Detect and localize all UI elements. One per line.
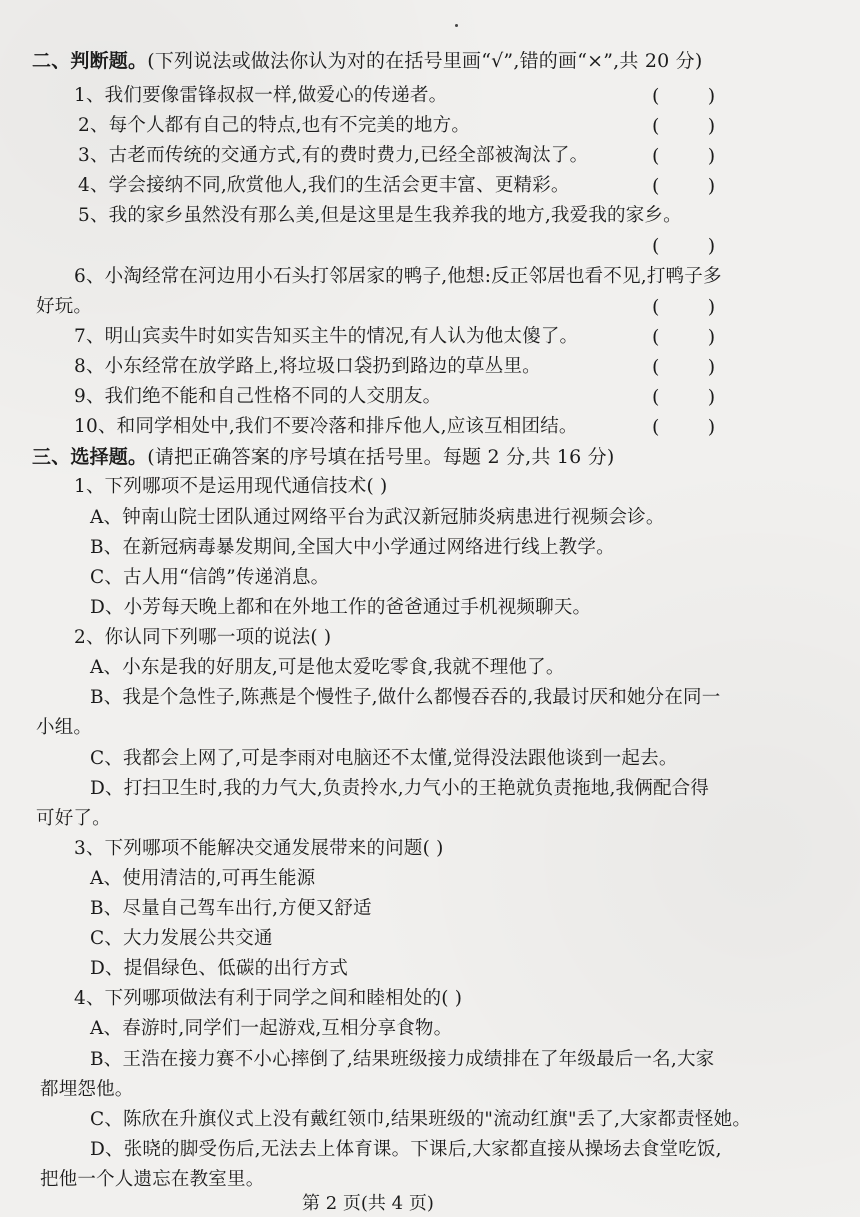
judge-item-10: 10、和同学相处中,我们不要冷落和排斥他人,应该互相团结。: [74, 416, 578, 437]
section-3-title: 三、选择题。: [32, 446, 148, 468]
scan-speck: [455, 24, 458, 27]
section-3-instructions: (请把正确答案的序号填在括号里。每题 2 分,共 16 分): [147, 446, 615, 468]
judge-item-6-continued: 好玩。: [36, 296, 93, 317]
q1-option-a: A、钟南山院士团队通过网络平台为武汉新冠肺炎病患进行视频会诊。: [90, 507, 665, 528]
answer-blank-3[interactable]: ( ): [652, 145, 716, 167]
judge-item-7: 7、明山宾卖牛时如实告知买主牛的情况,有人认为他太傻了。: [74, 326, 579, 347]
answer-blank-10[interactable]: ( ): [652, 416, 716, 438]
q3-option-d: D、提倡绿色、低碳的出行方式: [90, 958, 349, 979]
q1-option-c: C、古人用“信鸽”传递消息。: [90, 567, 330, 588]
choice-question-1: 1、下列哪项不是运用现代通信技术( ): [74, 476, 388, 497]
section-3-heading: [32, 446, 615, 468]
q3-option-a: A、使用清洁的,可再生能源: [90, 868, 316, 889]
answer-blank-7[interactable]: ( ): [652, 326, 716, 348]
q3-option-b: B、尽量自己驾车出行,方便又舒适: [90, 898, 372, 919]
judge-item-1: 1、我们要像雷锋叔叔一样,做爱心的传递者。: [74, 85, 448, 106]
answer-blank-8[interactable]: ( ): [652, 356, 716, 378]
judge-item-6: 6、小淘经常在河边用小石头打邻居家的鸭子,他想:反正邻居也看不见,打鸭子多: [74, 266, 722, 287]
judge-item-9: 9、我们绝不能和自己性格不同的人交朋友。: [74, 386, 442, 407]
answer-blank-1[interactable]: ( ): [652, 85, 716, 107]
judge-item-3: 3、古老而传统的交通方式,有的费时费力,已经全部被淘汰了。: [78, 145, 589, 166]
choice-question-4: 4、下列哪项做法有利于同学之间和睦相处的( ): [74, 988, 463, 1009]
choice-question-2: 2、你认同下列哪一项的说法( ): [74, 627, 332, 648]
choice-question-3: 3、下列哪项不能解决交通发展带来的问题( ): [74, 838, 444, 859]
q2-option-d: D、打扫卫生时,我的力气大,负责拎水,力气小的王艳就负责拖地,我俩配合得: [90, 778, 710, 799]
q4-option-d: D、张晓的脚受伤后,无法去上体育课。下课后,大家都直接从操场去食堂吃饭,: [90, 1139, 722, 1160]
q4-option-b-continued: 都埋怨他。: [40, 1079, 134, 1100]
q4-option-a: A、春游时,同学们一起游戏,互相分享食物。: [90, 1018, 453, 1039]
answer-blank-5[interactable]: ( ): [652, 235, 716, 257]
q3-option-c: C、大力发展公共交通: [90, 928, 273, 949]
judge-item-5: 5、我的家乡虽然没有那么美,但是这里是生我养我的地方,我爱我的家乡。: [78, 205, 682, 226]
section-2-instructions: (下列说法或做法你认为对的在括号里画“√”,错的画“×”,共 20 分): [147, 50, 703, 72]
section-2-title: 二、判断题。: [32, 50, 148, 72]
answer-blank-9[interactable]: ( ): [652, 386, 716, 408]
answer-blank-4[interactable]: ( ): [652, 175, 716, 197]
q4-option-c: C、陈欣在升旗仪式上没有戴红领巾,结果班级的"流动红旗"丢了,大家都责怪她。: [90, 1109, 752, 1130]
section-2-heading: [32, 50, 702, 72]
q2-option-b-continued: 小组。: [36, 717, 93, 738]
answer-blank-6[interactable]: ( ): [652, 296, 716, 318]
q1-option-d: D、小芳每天晚上都和在外地工作的爸爸通过手机视频聊天。: [90, 597, 592, 618]
q4-option-d-continued: 把他一个人遗忘在教室里。: [40, 1169, 265, 1190]
q4-option-b: B、王浩在接力赛不小心摔倒了,结果班级接力成绩排在了年级最后一名,大家: [90, 1049, 715, 1070]
q2-option-c: C、我都会上网了,可是李雨对电脑还不太懂,觉得没法跟他谈到一起去。: [90, 748, 678, 769]
q1-option-b: B、在新冠病毒暴发期间,全国大中小学通过网络进行线上教学。: [90, 537, 615, 558]
q2-option-a: A、小东是我的好朋友,可是他太爱吃零食,我就不理他了。: [90, 657, 565, 678]
judge-item-4: 4、学会接纳不同,欣赏他人,我们的生活会更丰富、更精彩。: [78, 175, 570, 196]
judge-item-8: 8、小东经常在放学路上,将垃圾口袋扔到路边的草丛里。: [74, 356, 541, 377]
judge-item-2: 2、每个人都有自己的特点,也有不完美的地方。: [78, 115, 471, 136]
q2-option-d-continued: 可好了。: [36, 808, 111, 829]
answer-blank-2[interactable]: ( ): [652, 115, 716, 137]
page-number: 第 2 页(共 4 页): [302, 1193, 434, 1214]
q2-option-b: B、我是个急性子,陈燕是个慢性子,做什么都慢吞吞的,我最讨厌和她分在同一: [90, 687, 721, 708]
